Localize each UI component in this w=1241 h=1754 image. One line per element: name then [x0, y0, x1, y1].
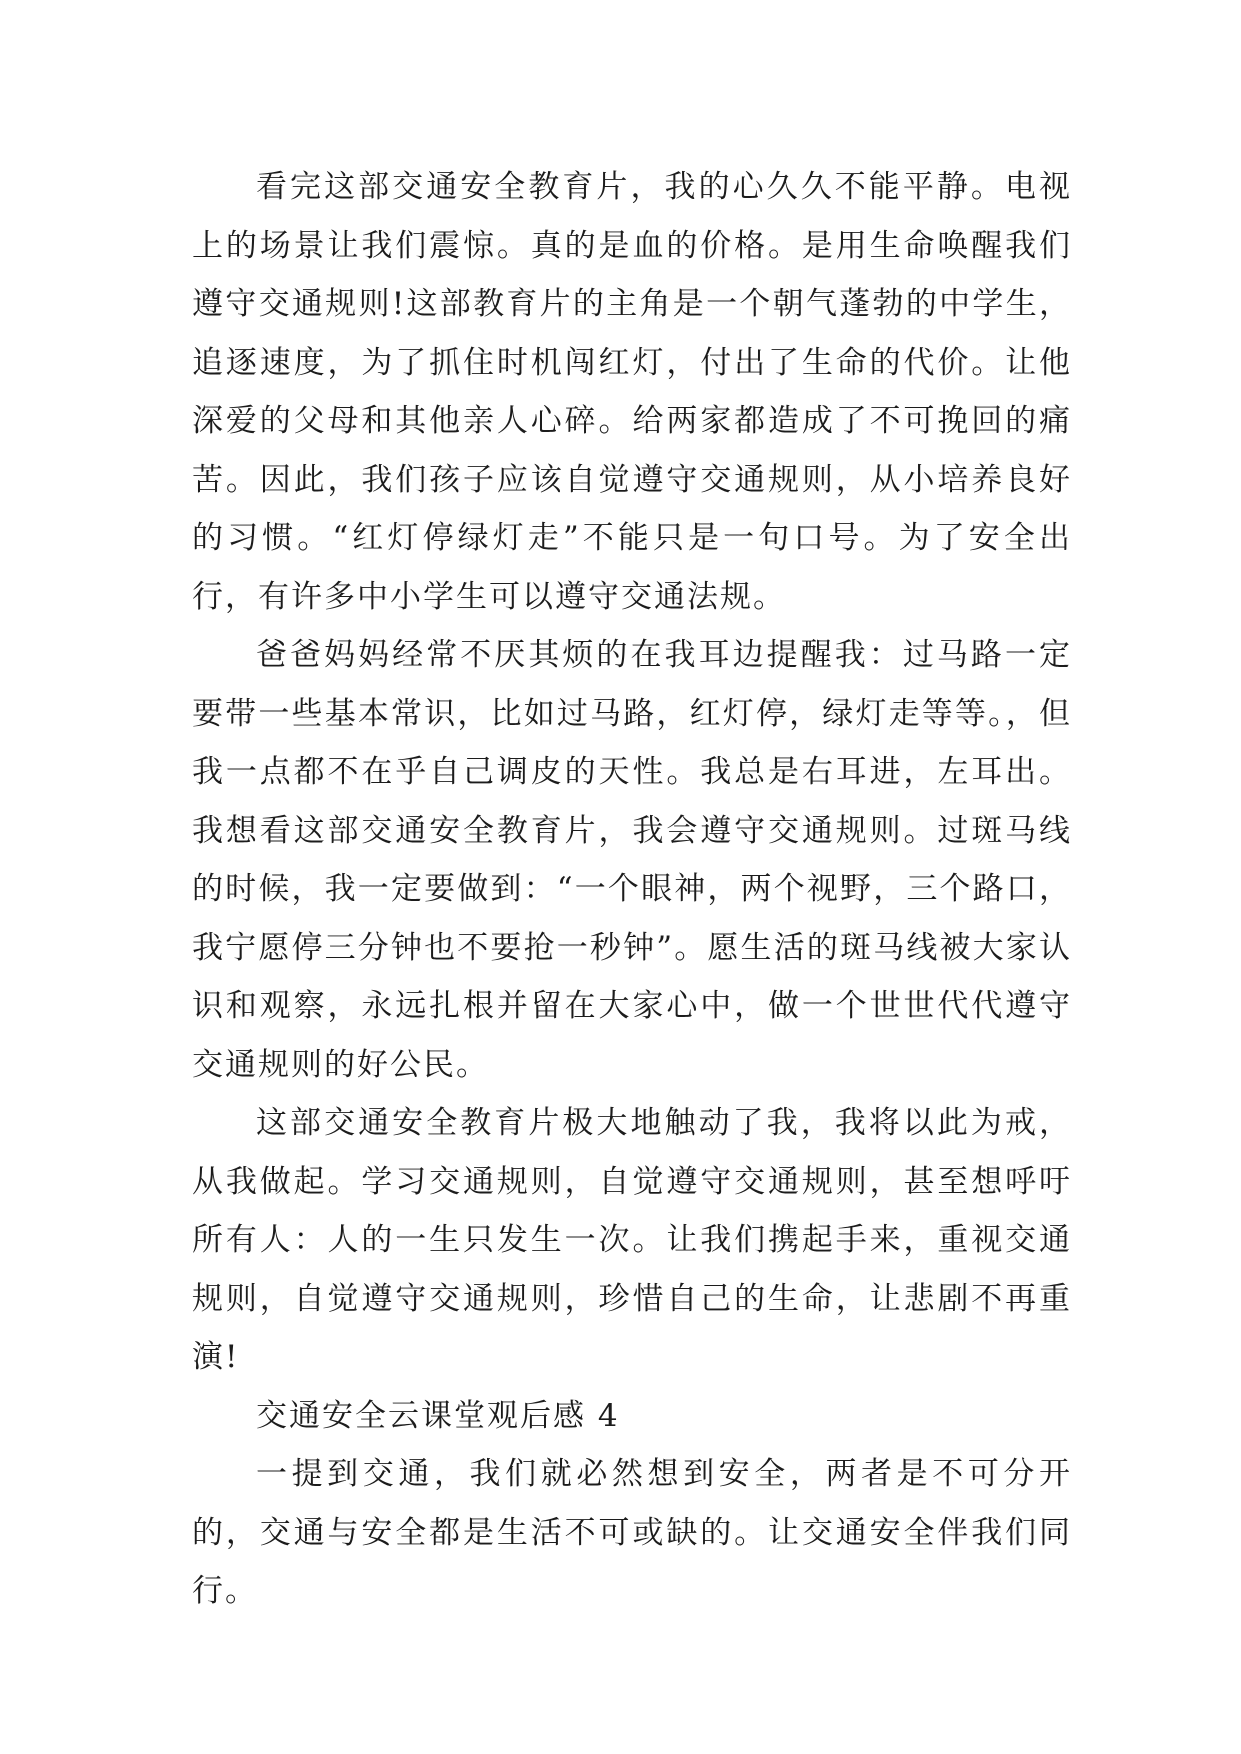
paragraph-2: 爸爸妈妈经常不厌其烦的在我耳边提醒我：过马路一定要带一些基本常识，比如过马路，红灯停，绿灯走等等。，但我一点都不在乎自己调皮的天性。我总是右耳进，左耳出。我想看这部交通安全教育片，我会遵守交通规则。过斑马线的时候，我一定要做到：“一个眼神，两个视野，三个路口，我宁愿停三分钟也不要抢一秒钟”。愿生活的斑马线被大家认识和观察，永远扎根并留在大家心中，做一个世世代代遵守交通规则的好公民。	[192, 637, 1072, 1083]
paragraph-1: 看完这部交通安全教育片，我的心久久不能平静。电视上的场景让我们震惊。真的是血的价格。是用生命唤醒我们遵守交通规则!这部教育片的主角是一个朝气蓬勃的中学生，追逐速度，为了抓住时机闯红灯，付出了生命的代价。让他深爱的父母和其他亲人心碎。给两家都造成了不可挽回的痛苦。因此，我们孩子应该自觉遵守交通规则，从小培养良好的习惯。“红灯停绿灯走”不能只是一句口号。为了安全出行，有许多中小学生可以遵守交通法规。	[192, 169, 1072, 615]
paragraph-3: 这部交通安全教育片极大地触动了我，我将以此为戒，从我做起。学习交通规则，自觉遵守交通规则，甚至想呼吁所有人：人的一生只发生一次。让我们携起手来，重视交通规则，自觉遵守交通规则，珍惜自己的生命，让悲剧不再重演!	[192, 1105, 1072, 1375]
paragraph-4: 一提到交通，我们就必然想到安全，两者是不可分开的，交通与安全都是生活不可或缺的。让交通安全伴我们同行。	[192, 1456, 1072, 1609]
section-title: 交通安全云课堂观后感 4	[256, 1397, 620, 1434]
document-page	[192, 158, 1072, 1621]
